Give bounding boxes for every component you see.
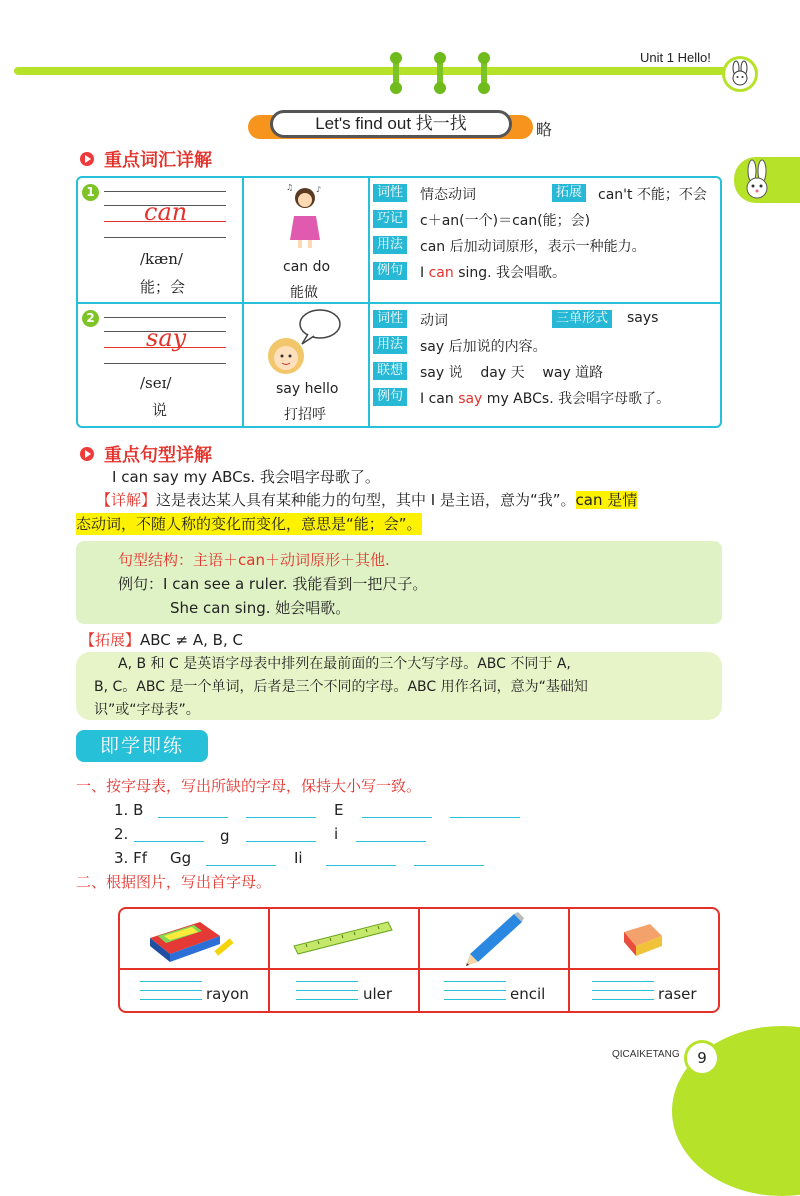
vocab-word: say [146,324,187,352]
answer-blank[interactable] [206,865,276,866]
picture-caption-en: say hello [276,381,339,397]
binder-clip-icon [393,58,399,88]
word-suffix: encil [510,985,546,1003]
pencil-icon [462,910,526,968]
row-text: can't 不能；不会 [598,187,707,203]
answer-blank[interactable] [592,999,654,1000]
tag-pos: 词性 [373,184,407,202]
answer-blank[interactable] [592,981,654,982]
tag-association: 联想 [373,362,407,380]
example-keyword: can [428,265,454,281]
letter-given: g [220,827,230,845]
example-label: 例句： [118,575,164,593]
crayon-box-icon [146,914,242,964]
picture-caption-cn: 打招呼 [284,407,326,423]
eraser-icon [620,918,666,960]
answer-blank[interactable] [140,999,202,1000]
answer-blank[interactable] [296,999,358,1000]
table-divider [268,907,270,1013]
detail-highlight: 态动词，不随人称的变化而变化，意思是“能；会”。 [76,515,422,533]
banner-title: Let's find out 找一找 [270,110,512,138]
ruler-icon [292,916,396,958]
answer-blank[interactable] [444,990,506,991]
example-sentence [420,388,670,408]
extension-text: B, C。ABC 是一个单词，后者是三个不同的字母。ABC 用作名词，意为“基础知 [94,679,588,695]
answer-blank[interactable] [414,865,484,866]
extension-label: 【拓展】 [80,631,141,649]
key-sentence: I can say my ABCs. 我会唱字母歌了。 [112,468,380,486]
answer-blank[interactable] [326,865,396,866]
side-tab [734,157,800,203]
play-bullet-icon [80,447,94,461]
answer-blank[interactable] [246,817,316,818]
letter-given: Gg [170,849,192,867]
writing-line [104,191,226,192]
word-meaning: 说 [152,401,168,419]
word-suffix: raser [658,985,697,1003]
answer-blank[interactable] [444,981,506,982]
table-divider [76,302,722,304]
row-text: can 后加动词原形，表示一种能力。 [420,239,646,255]
sentence-section-title: 重点句型详解 [104,445,212,466]
tag-extension: 拓展 [552,184,586,202]
letter-given: E [334,801,344,819]
detail-highlight: can 是情 [575,491,638,509]
word-meaning: 能；会 [140,278,186,296]
example-part: I can [420,391,459,407]
phonetic: /kæn/ [140,250,183,268]
answer-blank[interactable] [296,990,358,991]
header-bar [14,67,744,75]
example-part: my ABCs. 我会唱字母歌了。 [482,391,671,407]
row-text: 动词 [420,313,448,329]
footer-brand: QICAIKETANG [612,1049,680,1060]
letter-given: Ii [294,849,303,867]
question-2: 二、根据图片，写出首字母。 [76,873,272,891]
example-part: I [420,265,429,281]
example-sentence [420,262,566,282]
row-text: say 后加说的内容。 [420,339,547,355]
svg-text:♫: ♫ [286,183,294,192]
answer-blank[interactable] [362,817,432,818]
extension-text: 识”或“字母表”。 [94,702,200,718]
example-line [118,573,427,595]
answer-blank[interactable] [140,981,202,982]
bunny-icon [722,56,758,92]
example-keyword: say [458,391,483,407]
tag-example: 例句 [373,388,407,406]
letter-given: 2. [114,825,129,843]
structure-text: 主语＋can＋动词原形＋其他. [193,551,390,569]
answer-blank[interactable] [246,841,316,842]
banner-note: 略 [536,120,553,139]
picture-caption-cn: 能做 [290,285,318,301]
tag-usage: 用法 [373,236,407,254]
row-text: c＋an(一个)＝can(能；会) [420,213,591,229]
speech-bubble-girl-icon [262,306,342,376]
example-part: sing. 我会唱歌。 [453,265,567,281]
entry-number: 1 [82,184,99,201]
extension-heading [80,629,243,651]
table-divider [242,176,244,428]
vocab-word: can [144,198,188,226]
example-line-2: She can sing. 她会唱歌。 [170,599,351,617]
structure-line [118,549,390,571]
phonetic: /seɪ/ [140,374,172,392]
row-text: says [627,310,659,326]
detail-text: 这是表达某人具有某种能力的句型，其中 I 是主语，意为“我”。 [156,491,576,509]
answer-blank[interactable] [356,841,426,842]
row-text: say 说 day 天 way 道路 [420,365,604,381]
tag-usage: 用法 [373,336,407,354]
answer-blank[interactable] [134,841,204,842]
girl-singing-icon [280,182,330,250]
entry-number: 2 [82,310,99,327]
extension-title: ABC ≠ A, B, C [140,631,243,649]
answer-blank[interactable] [158,817,228,818]
word-suffix: uler [363,985,393,1003]
letter-given: 3. Ff [114,849,147,867]
word-suffix: rayon [206,985,249,1003]
table-divider [368,176,370,428]
tag-example: 例句 [373,262,407,280]
binder-clip-icon [437,58,443,88]
detail-label: 【详解】 [96,491,157,509]
play-bullet-icon [80,152,94,166]
answer-blank[interactable] [592,990,654,991]
table-divider [418,907,420,1013]
letter-given: i [334,825,339,843]
practice-title: 即学即练 [76,730,208,762]
svg-text:♪: ♪ [316,185,322,194]
tag-pos: 词性 [373,310,407,328]
writing-line [104,317,226,318]
binder-clip-icon [481,58,487,88]
vocab-section-title: 重点词汇详解 [104,150,212,171]
unit-title: Unit 1 Hello! [640,50,711,65]
bunny-icon [740,159,774,201]
writing-line [104,237,226,238]
question-1: 一、按字母表，写出所缺的字母，保持大小写一致。 [76,777,422,795]
detail-paragraph [96,489,726,511]
table-divider [568,907,570,1013]
tag-memory: 巧记 [373,210,407,228]
structure-label: 句型结构： [118,551,194,569]
picture-caption-en: can do [283,259,331,275]
example-text: I can see a ruler. 我能看到一把尺子。 [163,575,428,593]
answer-blank[interactable] [444,999,506,1000]
letter-given: 1. B [114,801,144,819]
row-text: 情态动词 [420,187,476,203]
answer-blank[interactable] [140,990,202,991]
answer-blank[interactable] [450,817,520,818]
answer-blank[interactable] [296,981,358,982]
extension-text: A, B 和 C 是英语字母表中排列在最前面的三个大写字母。ABC 不同于 A, [118,656,571,672]
writing-line [104,363,226,364]
page-number: 9 [684,1040,720,1076]
tag-third-person: 三单形式 [552,310,612,328]
